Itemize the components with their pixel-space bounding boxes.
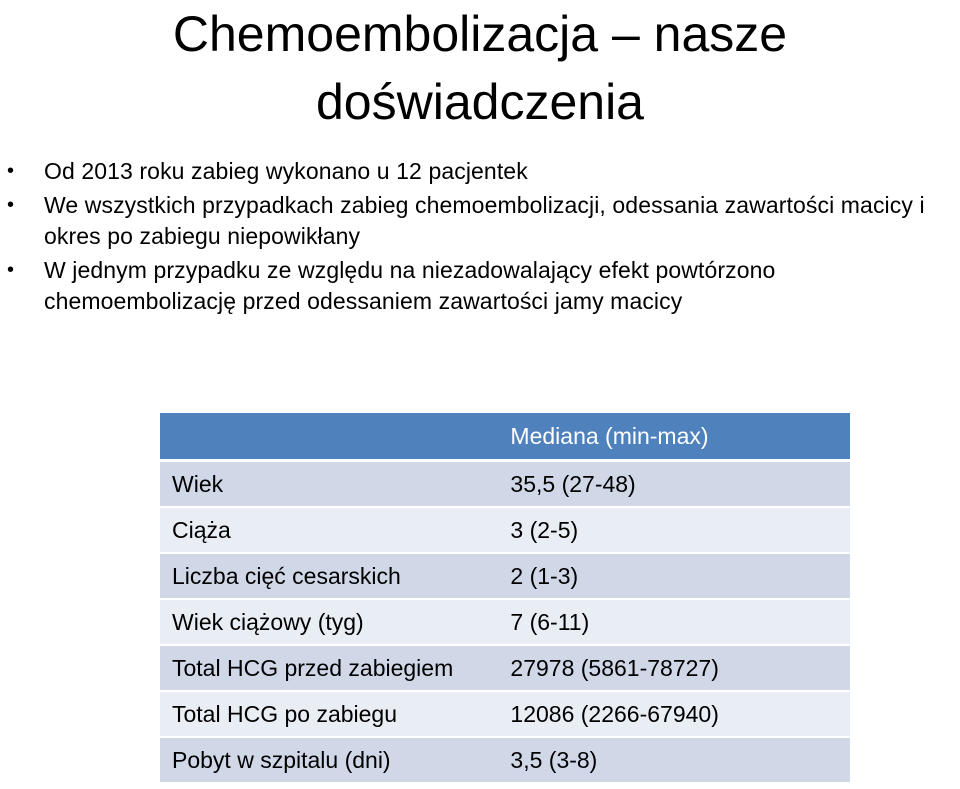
row-label: Liczba cięć cesarskich [160,553,498,599]
bullet-text: Od 2013 roku zabieg wykonano u 12 pacjentek [44,158,528,184]
row-value: 35,5 (27-48) [498,461,850,508]
table-header-empty [160,413,498,461]
row-label: Pobyt w szpitalu (dni) [160,737,498,783]
table-row [160,737,850,783]
row-value: 12086 (2266-67940) [498,691,850,737]
table-row [160,599,850,645]
bullet-item [0,156,960,187]
table-row [160,645,850,691]
bullet-item [0,190,960,252]
row-value: 7 (6-11) [498,599,850,645]
row-value: 3,5 (3-8) [498,737,850,783]
bullet-text: We wszystkich przypadkach zabieg chemoembolizacji, odessania zawartości macicy i okres po zabiegu niepowikłany [44,192,925,249]
bullet-text: W jednym przypadku ze względu na niezadowalający efekt powtórzono chemoembolizację przed odessaniem zawartości jamy macicy [44,257,776,314]
row-label: Total HCG po zabiegu [160,691,498,737]
slide-title: Chemoembolizacja – nasze doświadczenia [172,6,788,130]
row-value: 27978 (5861-78727) [498,645,850,691]
results-table [160,413,850,784]
row-label: Wiek [160,461,498,508]
row-label: Total HCG przed zabiegiem [160,645,498,691]
table-row [160,507,850,553]
bullet-marker-icon: • [7,259,15,281]
row-label: Ciąża [160,507,498,553]
bullet-marker-icon: • [7,194,15,216]
bullet-marker-icon: • [7,160,15,182]
table-header-median: Mediana (min-max) [498,413,850,461]
row-value: 2 (1-3) [498,553,850,599]
table-row [160,691,850,737]
table-row [160,461,850,508]
table-header-row [160,413,850,461]
row-label: Wiek ciążowy (tyg) [160,599,498,645]
bullet-list [0,156,960,320]
row-value: 3 (2-5) [498,507,850,553]
bullet-item [0,255,960,317]
table-row [160,553,850,599]
